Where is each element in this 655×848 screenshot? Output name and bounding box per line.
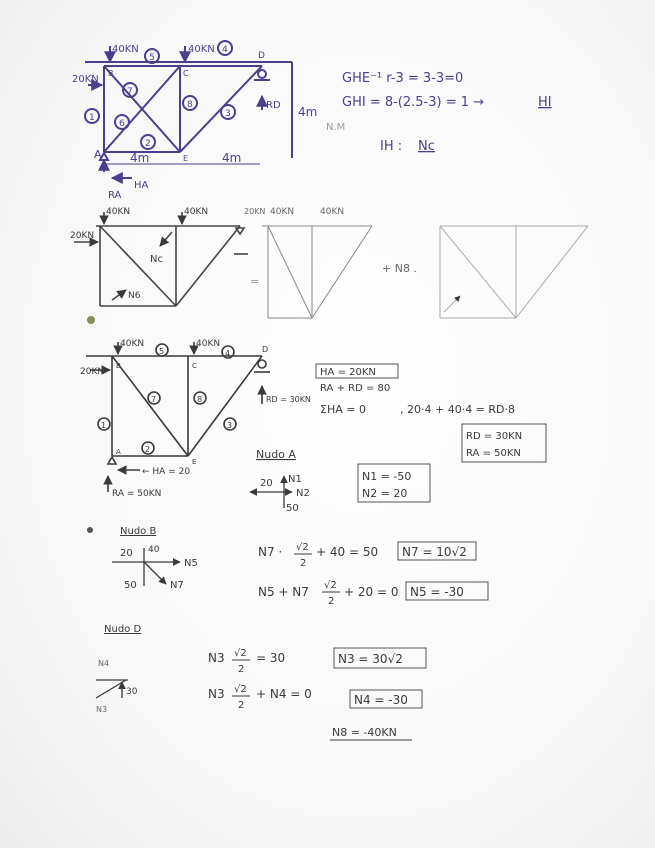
f3-node-d: D (262, 345, 269, 354)
f3-node-a: A (116, 448, 121, 456)
f2-n6: N6 (128, 291, 141, 301)
load-label-b: 40KN (112, 44, 139, 55)
f2-roller (236, 228, 244, 234)
node-a-analysis (250, 448, 430, 514)
node-d: D (258, 51, 265, 61)
nodo-b-50: 50 (124, 580, 137, 591)
ghi-equation: GHI = 8-(2.5-3) = 1 → (342, 95, 485, 110)
nodo-b-eq1-lhs: N7 · (258, 545, 283, 559)
f2-load-label-1: 40KN (106, 207, 131, 217)
nodo-d-eq1-num: √2 (234, 648, 247, 659)
nodo-d-n3: N3 (96, 705, 108, 714)
nodo-b-eq2-rhs: + 20 = 0 (344, 585, 399, 599)
truss-figure-2 (74, 212, 588, 318)
nodo-d-30: 30 (126, 687, 138, 697)
member-6: 6 (119, 119, 125, 129)
nodo-b-eq2-lhs: N5 + N7 (258, 585, 309, 599)
f2b-diag1 (268, 226, 312, 318)
f3-pin (108, 457, 116, 464)
f3-load-label-h: 20KN (80, 367, 105, 377)
load-label-c: 40KN (188, 44, 215, 55)
ghe-equation: GHE⁻¹ r-3 = 3-3=0 (342, 71, 464, 86)
f3-rd-label: RD = 30KN (266, 395, 311, 404)
reaction-rd: RD (266, 100, 281, 111)
rd-result: RD = 30KN (466, 431, 523, 442)
n8-result: N8 = -40KN (332, 726, 397, 739)
ha-result: HA = 20KN (320, 367, 376, 378)
nodo-b-eq1-den: 2 (300, 558, 307, 569)
nodo-b-eq1-rhs: + 40 = 50 (316, 545, 379, 559)
member-2: 2 (145, 139, 151, 149)
nodo-d-eq2-lhs: N3 (208, 687, 225, 701)
moment-eq: , 20·4 + 40·4 = RD·8 (400, 403, 516, 416)
f2-nc: Nc (150, 254, 163, 265)
nodo-d-title: Nudo D (104, 624, 142, 635)
bullet-dot (87, 527, 93, 533)
node-d-analysis (96, 624, 426, 740)
f2b-load-h: 20KN (244, 207, 266, 216)
f3-ra-label: RA = 50KN (112, 489, 162, 499)
nodo-d-eq2-num: √2 (234, 684, 247, 695)
nodo-b-eq2-result: N5 = -30 (410, 585, 464, 599)
nodo-a-20: 20 (260, 478, 273, 489)
f3-load-label-1: 40KN (120, 339, 145, 349)
ra-result: RA = 50KN (466, 448, 521, 459)
node-b-analysis (87, 526, 488, 607)
bullet-dot-2 (87, 316, 95, 324)
f2c-arrow (444, 296, 460, 312)
sum-vertical: RA + RD = 80 (320, 383, 391, 394)
nodo-d-n4: N4 (98, 659, 110, 668)
nodo-d-eq1-result: N3 = 30√2 (338, 652, 403, 666)
ih-label: IH : (380, 139, 403, 154)
nodo-d-eq1-lhs: N3 (208, 651, 225, 665)
truss-figure-3-labels (80, 339, 311, 499)
reaction-ra: RA (108, 190, 122, 201)
reaction-results (316, 364, 546, 462)
load-label-h: 20KN (72, 74, 99, 85)
f3-ha-label: ← HA = 20 (142, 467, 191, 477)
nodo-b-title: Nudo B (120, 526, 157, 537)
nodo-d-eq1-rhs: = 30 (256, 651, 286, 665)
node-c: C (183, 69, 189, 78)
f3-diag-1 (112, 356, 188, 456)
f2-equals: = (250, 275, 260, 288)
dim-span1: 4m (130, 151, 150, 165)
faint-mark: N.M (326, 122, 346, 133)
f2c-diag2 (516, 226, 588, 318)
nodo-b-eq2-den: 2 (328, 596, 335, 607)
f3-diag-2 (188, 356, 262, 456)
nodo-b-eq1-result: N7 = 10√2 (402, 545, 467, 559)
nodo-d-eq2-rhs: + N4 = 0 (256, 687, 312, 701)
f2b-diag2 (312, 226, 372, 318)
dim-height: 4m (298, 105, 318, 119)
nodo-b-n5: N5 (184, 558, 198, 569)
f3-member-3: 3 (227, 421, 233, 430)
node-e: E (183, 154, 189, 163)
nodo-d-eq2-den: 2 (238, 700, 245, 711)
f3-member-5: 5 (159, 347, 165, 356)
nodo-b-eq2-num: √2 (324, 580, 337, 591)
f2-diag-2 (176, 226, 240, 306)
node-a: A (94, 148, 102, 161)
f3-node-b: B (116, 362, 121, 370)
sum-h-eq: ΣHA = 0 (320, 403, 366, 416)
f3-member-4: 4 (225, 349, 231, 358)
ih-result: Nc (418, 139, 435, 154)
nodo-b-eq1-num: √2 (296, 542, 309, 553)
ghi-result: HI (538, 95, 552, 110)
member-5: 5 (149, 53, 155, 63)
member-8: 8 (187, 100, 193, 110)
truss-figure-1-labels (72, 44, 317, 201)
nodo-a-title: Nudo A (256, 448, 296, 461)
f3-node-e: E (192, 458, 197, 466)
nodo-a-n1: N1 (288, 474, 302, 485)
nodo-d-eq2-result: N4 = -30 (354, 693, 408, 707)
node-b: B (108, 69, 114, 78)
stability-notes (326, 71, 552, 154)
member-4: 4 (222, 45, 228, 55)
nodo-a-n2-result: N2 = 20 (362, 487, 408, 500)
member-1: 1 (89, 113, 95, 123)
nodo-a-n1-result: N1 = -50 (362, 470, 412, 483)
nodo-a-n2: N2 (296, 488, 310, 499)
roller-support-d (258, 70, 266, 78)
nodo-a-50: 50 (286, 503, 299, 514)
nodo-b-diag (144, 562, 166, 584)
f3-member-8: 8 (197, 395, 203, 404)
reaction-ha: HA (134, 180, 149, 191)
member-3: 3 (225, 109, 231, 119)
f3-member-7: 7 (151, 395, 157, 404)
nodo-d-eq1-den: 2 (238, 664, 245, 675)
f3-node-c: C (192, 362, 197, 370)
f2-plus-n8: + N8 . (382, 262, 417, 275)
f2-load-label-2: 40KN (184, 207, 209, 217)
f2b-load-2: 40KN (320, 207, 345, 217)
f2-nc-arrow (160, 232, 172, 246)
nodo-b-40: 40 (148, 545, 160, 555)
member-7: 7 (127, 87, 133, 97)
f2b-load-1: 40KN (270, 207, 295, 217)
f3-roller (258, 360, 266, 368)
f3-member-1: 1 (101, 421, 107, 430)
f2-load-label-h: 20KN (70, 231, 95, 241)
f3-load-label-2: 40KN (196, 339, 221, 349)
dim-span2: 4m (222, 151, 242, 165)
f3-member-2: 2 (145, 445, 151, 454)
f2-n6-arrow (112, 290, 126, 300)
nodo-b-n7: N7 (170, 580, 184, 591)
nodo-b-20: 20 (120, 548, 133, 559)
